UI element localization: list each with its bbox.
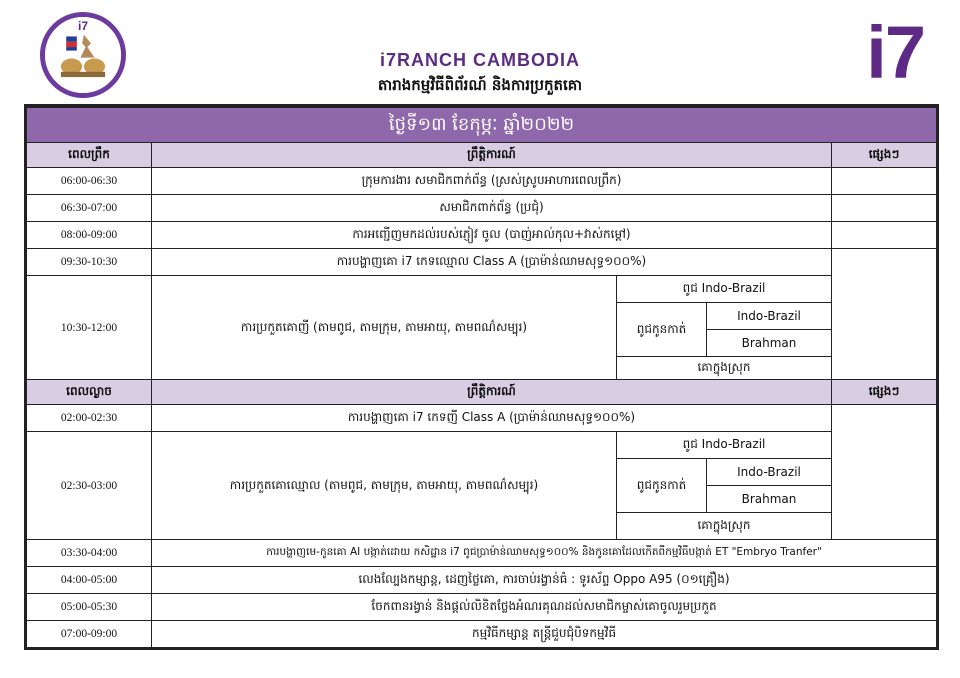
table-row [27,567,937,594]
other-cell [832,222,937,249]
table-row [27,621,937,648]
activity-cell: ការបង្ហាញមេ-កូនគោ AI បង្កាត់ដោយ កសិដ្ឋាន i7 ពូជប្រាម៉ាន់ឈាមសុទ្ធ១០០% និងកូនគោដែលកើតពីកម្មវិធីបង្កាត់ ET "Embryo Tranfer" [152,540,937,567]
activity-cell: ការបង្ហាញគោ i7 កេទឈ្មោល Class A (ប្រាម៉ាន់ឈាមសុទ្ធ១០០%) [152,249,832,276]
table-row [27,195,937,222]
table-row [27,249,937,276]
local-breed-cell: គោក្នុងស្រុក [617,357,832,380]
time-cell: 05:00-05:30 [27,594,152,621]
logo-text: i7 [77,19,88,33]
schedule-date: ថ្ងៃទី១៣ ខែកុម្ភៈ ឆ្នាំ២០២២ [27,107,937,143]
table-row [27,222,937,249]
other-cell [832,195,937,222]
table-row [27,432,937,459]
page-subtitle: តារាងកម្មវិធីពិព័រណ៍ និងការប្រកួតគោ [377,76,583,94]
time-cell: 09:30-10:30 [27,249,152,276]
breed-cell: ពូជ Indo-Brazil [617,276,832,303]
activity-cell: ការបង្ហាញគោ i7 កេទញី Class A (ប្រាម៉ាន់ឈាមសុទ្ធ១០០%) [152,405,832,432]
time-cell: 03:30-04:00 [27,540,152,567]
table-row [27,540,937,567]
time-cell: 06:00-06:30 [27,168,152,195]
time-cell: 06:30-07:00 [27,195,152,222]
other-cell [832,249,937,380]
time-cell: 10:30-12:00 [27,276,152,380]
activity-cell: សមាជិកពាក់ព័ន្ធ (ប្រជុំ) [152,195,832,222]
other-cell [832,168,937,195]
afternoon-activity-header: ព្រឹត្តិការណ៍ [152,380,832,405]
table-row [27,276,937,303]
crossbreed-type-cell: Indo-Brazil [707,459,832,486]
time-cell: 04:00-05:00 [27,567,152,594]
morning-period-label: ពេលព្រឹក [27,143,152,168]
afternoon-other-header: ផ្សេងៗ [832,380,937,405]
crossbreed-type-cell: Indo-Brazil [707,303,832,330]
activity-cell: ការអញ្ជើញមកដល់របស់ភ្ញៀវ ចូល (បាញ់អាល់កុល+វាស់កម្តៅ) [152,222,832,249]
local-breed-cell: គោក្នុងស្រុក [617,513,832,540]
time-cell: 02:00-02:30 [27,405,152,432]
activity-cell: ចែកពានរង្វាន់ និងផ្តល់លិខិតថ្លែងអំណរគុណដល់សមាជិកម្ចាស់គោចូលរួមប្រកួត [152,594,937,621]
time-cell: 08:00-09:00 [27,222,152,249]
brand-mark: i7 [866,11,924,94]
activity-cell: ការប្រកួតគោញី (តាមពូជ, តាមក្រុម, តាមអាយុ, តាមពណ៌សម្បុរ) [152,276,617,380]
time-cell: 07:00-09:00 [27,621,152,648]
page-title: i7RANCH CAMBODIA [380,50,580,70]
crossbreed-type-cell: Brahman [707,486,832,513]
afternoon-header-row [27,380,937,405]
table-row [27,594,937,621]
afternoon-period-label: ពេលល្ងាច [27,380,152,405]
activity-cell: កម្មវិធីកម្សាន្ត តន្ត្រីជួបជុំបិទកម្មវិធី [152,621,937,648]
crossbreed-cell: ពូជកូនកាត់ [617,459,707,513]
morning-header-row [27,143,937,168]
crossbreed-cell: ពូជកូនកាត់ [617,303,707,357]
breed-cell: ពូជ Indo-Brazil [617,432,832,459]
other-cell [832,405,937,540]
table-row [27,405,937,432]
activity-cell: លេងល្បែងកម្សាន្ត, ដេញថ្លៃគោ, ការចាប់រង្វាន់ធំ : ទូរស័ព្ទ Oppo A95 (០១គ្រឿង) [152,567,937,594]
crossbreed-type-cell: Brahman [707,330,832,357]
table-row [27,168,937,195]
activity-cell: ការប្រកួតគោឈ្មោល (តាមពូជ, តាមក្រុម, តាមអាយុ, តាមពណ៌សម្បុរ) [152,432,617,540]
activity-cell: ក្រុមការងារ សមាជិកពាក់ព័ន្ធ (ស្រស់ស្រូបអាហារពេលព្រឹក) [152,168,832,195]
time-cell: 02:30-03:00 [27,432,152,540]
morning-other-header: ផ្សេងៗ [832,143,937,168]
morning-activity-header: ព្រឹត្តិការណ៍ [152,143,832,168]
schedule-table [26,106,937,648]
